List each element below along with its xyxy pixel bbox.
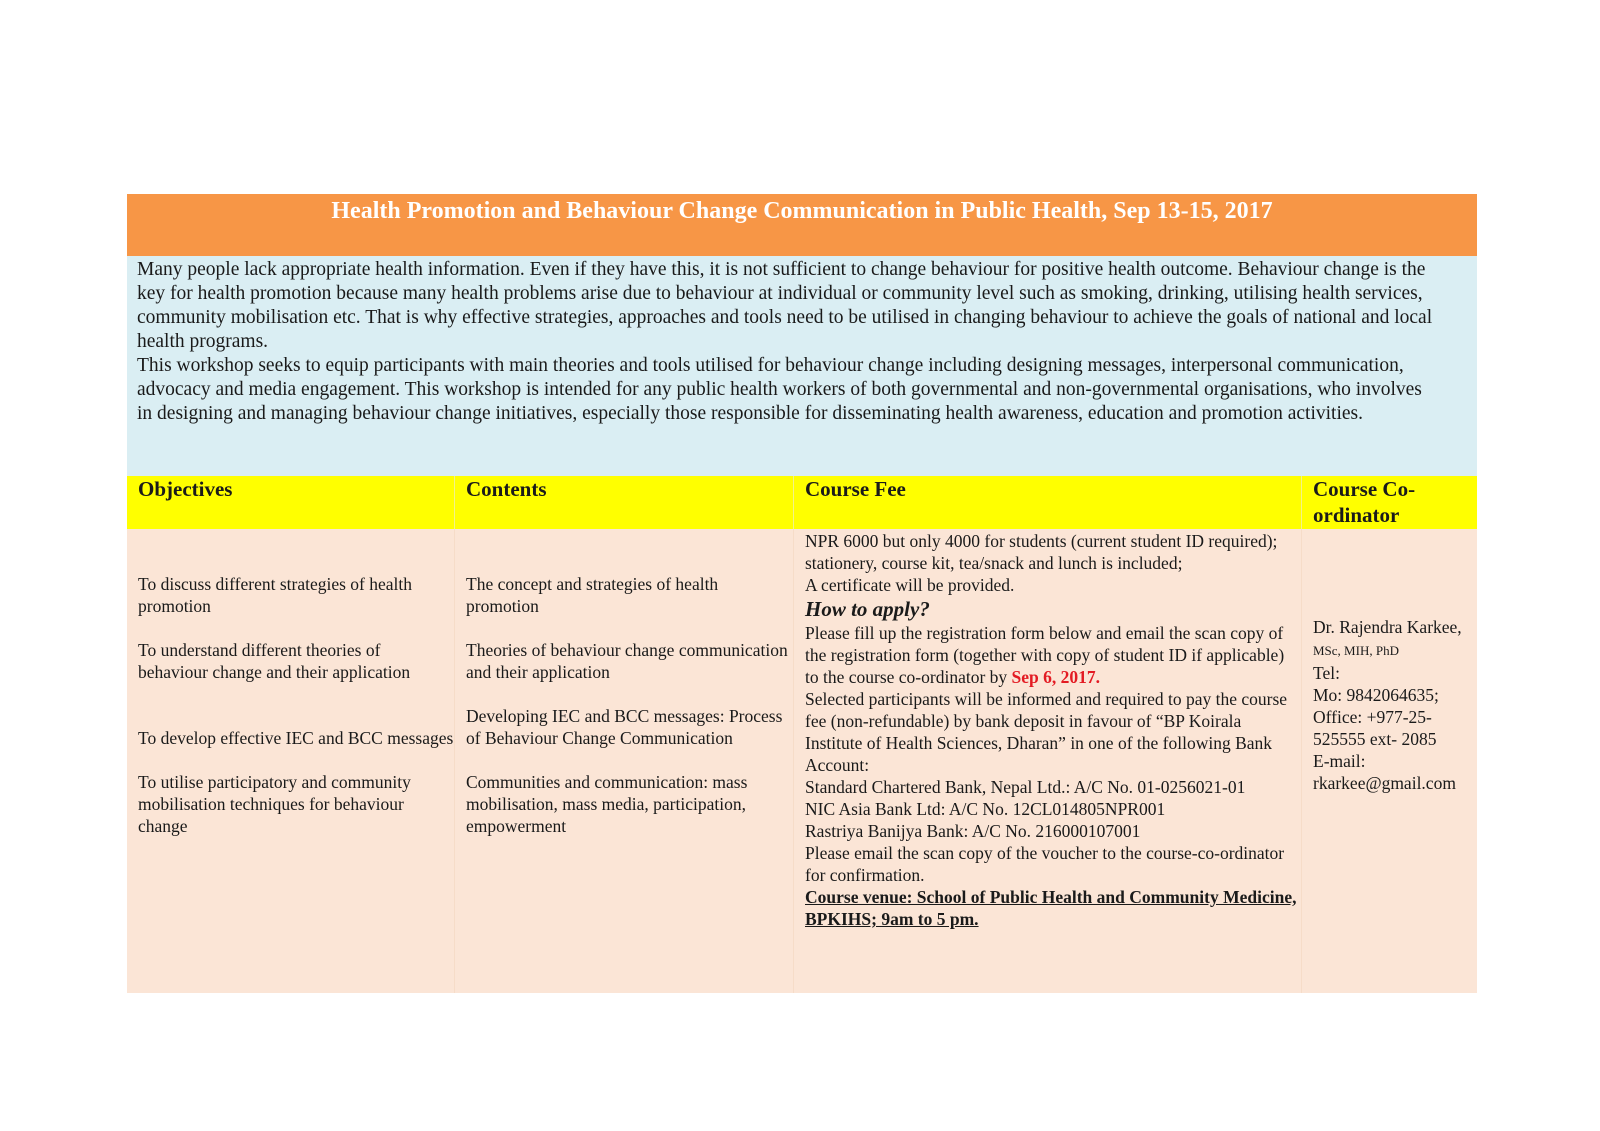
course-venue: Course venue: School of Public Health and Community Medicine, BPKIHS; 9am to 5 pm. [805,887,1297,929]
objective-item: To develop effective IEC and BCC messages [138,728,454,748]
flyer [127,194,1477,993]
mobile-number: Mo: 9842064635; [1313,685,1439,705]
intro-section [127,256,1477,476]
apply-instructions [805,622,1301,688]
content-item: Developing IEC and BCC messages: Process of Behaviour Change Communication [466,706,783,748]
email-label: E-mail: [1313,751,1366,771]
coordinator-name-block [1313,616,1473,662]
intro-paragraph-1: Many people lack appropriate health information. Even if they have this, it is not sufficient to change behaviour for positive health outcome. Behaviour change is the key for health promotion because many health problems arise due to behaviour at individual or community level such as smoking, drinking, utilising health services, community mobilisation etc. That is why effective strategies, approaches and tools need to be utilised in changing behaviour to achieve the goals of national and local health programs. [137,259,1433,352]
header-contents: Contents [455,476,794,529]
content-item: Communities and communication: mass mobilisation, mass media, participation, empowerment [466,772,748,836]
bank-account: Rastriya Banijya Bank: A/C No. 216000107001 [805,821,1141,841]
coordinator-email[interactable]: rkarkee@gmail.com [1313,773,1456,793]
header-course-fee: Course Fee [794,476,1302,529]
coordinator-name: Dr. Rajendra Karkee, [1313,617,1462,637]
course-fee-column [794,529,1302,993]
table-body-row [127,529,1477,993]
how-to-apply-heading: How to apply? [805,597,930,621]
contents-column [455,529,794,993]
bank-account: Standard Chartered Bank, Nepal Ltd.: A/C No. 01-0256021-01 [805,777,1246,797]
header-objectives: Objectives [127,476,455,529]
content-item: Theories of behaviour change communication and their application [466,640,788,682]
coordinator-column [1302,529,1477,993]
voucher-note: Please email the scan copy of the voucher to the course-co-ordinator for confirmation. [805,843,1285,885]
fee-amount: NPR 6000 but only 4000 for students (current student ID required); stationery, course kit, tea/snack and lunch is included; [805,531,1278,573]
objective-item: To utilise participatory and community mobilisation techniques for behaviour change [138,772,411,836]
tel-label: Tel: [1313,663,1340,683]
office-number: Office: +977-25-525555 ext- 2085 [1313,707,1437,749]
page-title: Health Promotion and Behaviour Change Communication in Public Health, Sep 13-15, 2017 [331,198,1273,224]
apply-text: Please fill up the registration form below and email the scan copy of the registration form (together with copy of student ID if applicable) to the course co-ordinator by [805,623,1285,687]
table-header-row [127,476,1477,529]
selected-participants-text: Selected participants will be informed and required to pay the course fee (non-refundable) by bank deposit in favour of “BP Koirala Institute of Health Sciences, Dharan” in one of the following Bank Account: [805,689,1288,775]
deadline-date: Sep 6, 2017. [1011,667,1101,687]
bank-account: NIC Asia Bank Ltd: A/C No. 12CL014805NPR001 [805,799,1166,819]
objectives-column [127,529,455,993]
header-course-coordinator: Course Co-ordinator [1313,477,1416,527]
objective-item: To discuss different strategies of health promotion [138,574,413,616]
coordinator-degrees: MSc, MIH, PhD [1313,643,1399,658]
intro-paragraph-2: This workshop seeks to equip participants with main theories and tools utilised for behaviour change including designing messages, interpersonal communication, advocacy and media engagement. This workshop is intended for any public health workers of both governmental and non-governmental organisations, who involves in designing and managing behaviour change initiatives, especially those responsible for disseminating health awareness, education and promotion activities. [137,355,1422,424]
objective-item: To understand different theories of behaviour change and their application [138,640,411,682]
certificate-note: A certificate will be provided. [805,575,1015,595]
content-item: The concept and strategies of health promotion [466,574,719,616]
title-bar [127,194,1477,256]
